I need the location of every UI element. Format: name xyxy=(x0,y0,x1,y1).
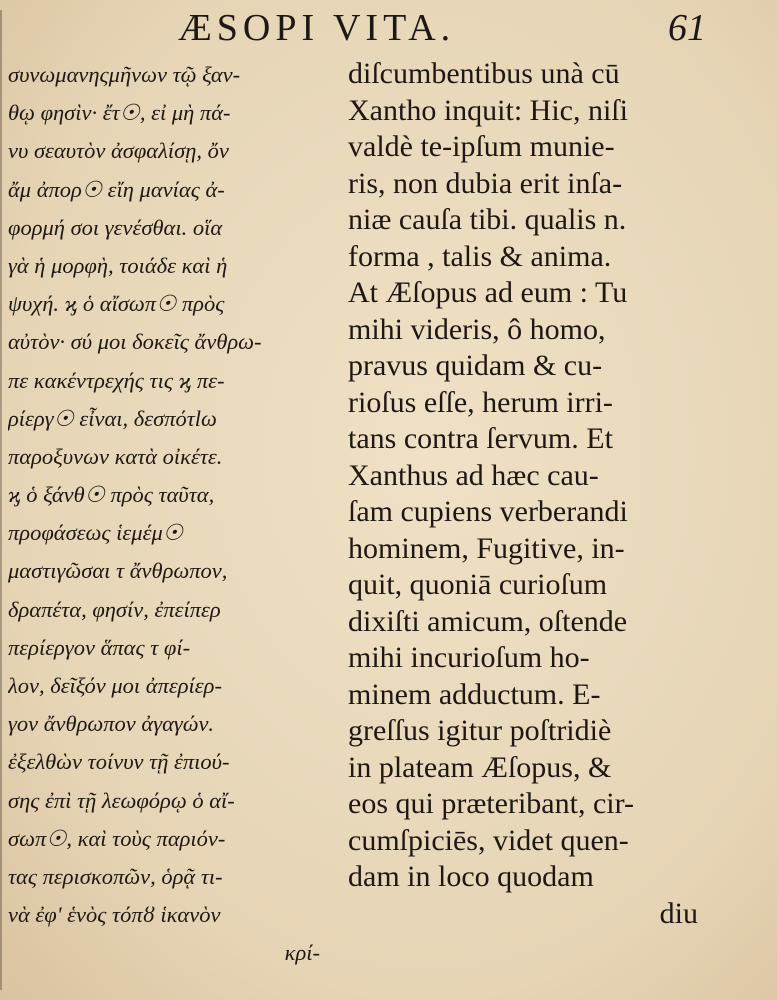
text-line: πε κακέντρεχής τις ϗ πε- xyxy=(8,367,225,393)
text-line: σωπ☉, καὶ τοὺς παριόν- xyxy=(8,825,226,851)
text-line: minem adductum. E- xyxy=(348,677,601,711)
text-line: νὰ ἐφ' ἑνὸς τόπȣ ἱκανὸν xyxy=(8,902,221,928)
text-line: ϗ ὁ ξάνθ☉ πρὸς ταῦτα, xyxy=(8,482,215,508)
text-line: ἐξελθὼν τοίνυν τῇ ἐπιού- xyxy=(8,749,230,775)
text-line: τας περισκοπῶν, ὁρᾷ τι- xyxy=(8,863,223,889)
text-line: Xantho inquit: Hic, niſi xyxy=(348,93,628,127)
text-line: At Æſopus ad eum : Tu xyxy=(348,276,628,309)
text-line: νυ σεαυτὸν ἀσφαλίσῃ, ὄν xyxy=(8,138,229,164)
text-line: niæ cauſa tibi. qualis n. xyxy=(348,203,627,236)
text-line: diſcumbentibus unà cū xyxy=(348,57,620,90)
text-line: dixiſti amicum, oſtende xyxy=(348,604,628,638)
page-header xyxy=(0,4,777,52)
text-line: greſſus igitur poſtridiè xyxy=(348,714,612,747)
catchword: κρί- xyxy=(284,940,320,966)
text-line: συνωμανηςμῆνων τῷ ξαν- xyxy=(8,62,241,87)
text-line: αὐτὸν· σύ μοι δοκεῖς ἄνθρω- xyxy=(8,329,262,355)
text-line: περίεργον ἅπας τ φί- xyxy=(8,634,191,660)
text-line: ris, non dubia erit inſa- xyxy=(348,166,623,200)
text-line: forma , talis & anima. xyxy=(348,239,612,273)
text-line: γὰ ἡ μορφὴ, τοιάδε καὶ ἡ xyxy=(8,252,228,278)
text-line: σης ἐπὶ τῇ λεωφόρῳ ὁ αἴ- xyxy=(8,787,235,813)
greek-column xyxy=(8,56,324,973)
text-line: μαστιγῶσαι τ ἄνθρωπον, xyxy=(8,558,228,584)
text-line: ſam cupiens verberandi xyxy=(348,495,628,528)
text-line: mihi incurioſum ho- xyxy=(348,641,590,674)
text-line: cumſpiciēs, videt quen- xyxy=(348,823,629,857)
text-line: dam in loco quodam xyxy=(348,860,594,893)
text-line: quit, quoniā curioſum xyxy=(348,568,608,601)
text-line: ἄμ ἀπορ☉ εἴη μανίας ἀ- xyxy=(8,176,225,202)
text-line: valdè te-ipſum munie- xyxy=(348,130,615,163)
page-number: 61 xyxy=(668,7,706,49)
text-line: δραπέτα, φησίν, ἐπείπερ xyxy=(8,596,221,622)
text-line: φορμή σοι γενέσθαι. οἵα xyxy=(8,214,223,240)
text-line: γον ἄνθρωπον ἀγαγών. xyxy=(8,711,215,737)
text-line: rioſus eſſe, herum irri- xyxy=(348,385,613,419)
page-edge-rule xyxy=(0,10,2,990)
catchword: diu xyxy=(659,896,698,930)
text-line: λον, δεῖξόν μοι ἀπερίερ- xyxy=(8,673,222,698)
text-line: ρίεργ☉ εἶναι, δεσπότlω xyxy=(8,405,217,431)
text-line: προφάσεως ἱεμέμ☉ xyxy=(8,520,183,546)
running-title: ÆSOPI VITA. xyxy=(178,7,456,49)
text-line: ψυχή. ϗ ὁ αἴσωπ☉ πρὸς xyxy=(8,291,225,317)
text-line: παροξυνων κατὰ οἰκέτε. xyxy=(8,443,223,469)
text-line: pravus quidam & cu- xyxy=(348,349,603,382)
text-line: tans contra ſervum. Et xyxy=(348,422,613,455)
text-line: hominem, Fugitive, in- xyxy=(348,531,625,565)
latin-column xyxy=(348,56,718,932)
text-line: eos qui præteribant, cir- xyxy=(348,787,634,820)
text-line: in plateam Æſopus, & xyxy=(348,750,612,784)
text-line: θῳ φησὶν· ἔτ☉, εἰ μὴ πά- xyxy=(8,100,231,126)
text-line: mihi videris, ô homo, xyxy=(348,312,606,346)
text-line: Xanthus ad hæc cau- xyxy=(348,458,599,492)
